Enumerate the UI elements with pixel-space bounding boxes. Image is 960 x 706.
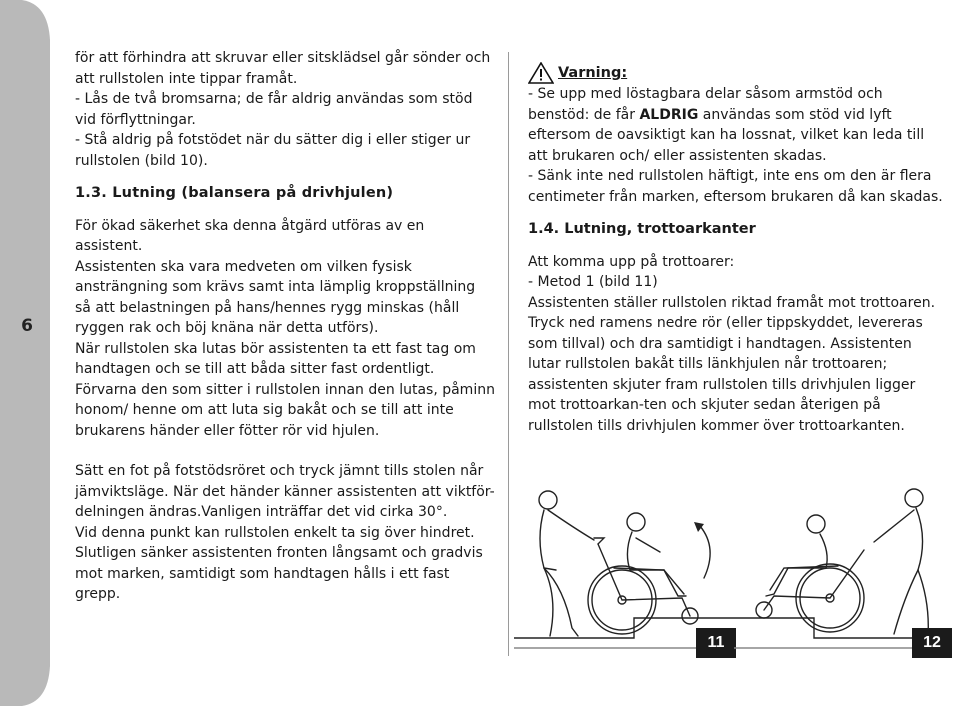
left-column — [75, 48, 495, 605]
body-text: För ökad säkerhet ska denna åtgärd utföras av en assistent. — [75, 217, 425, 254]
body-text: Assistenten ställer rullstolen riktad framåt mot trottoaren. Tryck ned ramens nedre rör (eller tippskyddet, levereras som tillval) och dra samtidigt i handtagen. Assistenten lutar rullstolen bakåt tills länkhjulen når trottoaren; assistenten skjuter fram rullstolen tills drivhjulen ligger mot trottoarkan-ten och skjuter sedan återigen på rullstolen tills drivhjulen kommer över trottoarkanten. — [528, 294, 936, 434]
warning-triangle-icon — [528, 62, 554, 84]
intro-text: för att förhindra att skruvar eller sitsklädsel går sönder och att rullstolen inte tippar framåt. — [75, 50, 491, 87]
section-heading-1-4: 1.4. Lutning, trottoarkanter — [528, 221, 756, 237]
body-text: - Metod 1 (bild 11) — [528, 274, 658, 290]
right-column — [528, 62, 946, 436]
warning-emphasis: ALDRIG — [639, 106, 699, 123]
column-divider — [508, 52, 509, 656]
figures-area — [514, 478, 948, 658]
body-text: När rullstolen ska lutas bör assistenten ta ett fast tag om handtagen och se till att båda sitter fast ordentligt. Förvarna den som sitter i rullstolen innan den lutas, påminn honom/ henne om att luta sig bakåt och se till att inte brukarens händer eller fötter rör vid hjulen. — [75, 340, 495, 439]
body-text: Slutligen sänker assistenten fronten långsamt och gradvis mot marken, samtidigt som handtagen hålls i ett fast grepp. — [75, 545, 483, 602]
figure-12-label: 12 — [912, 628, 952, 658]
section-heading-1-3: 1.3. Lutning (balansera på drivhjulen) — [75, 185, 394, 201]
warning-title: Varning: — [558, 64, 628, 81]
warning-text: - Sänk inte ned rullstolen häftigt, inte ens om den är flera centimeter från marken, eftersom brukaren då kan skadas. — [528, 168, 943, 205]
body-text: Vid denna punkt kan rullstolen enkelt ta sig över hindret. — [75, 524, 475, 541]
body-text: Assistenten ska vara medveten om vilken fysisk ansträngning som krävs samt inta lämplig kroppställning så att belastningen på hans/hennes rygg minskas (håll ryggen rak och böj knäna när detta utförs). — [75, 258, 476, 336]
body-text: Sätt en fot på fotstödsröret och tryck jämnt tills stolen når jämviktsläge. När det händer känner assistenten att viktför-delningen ändras.Vanligen inträffar det vid cirka 30°. — [75, 463, 495, 520]
intro-text: - Lås de två bromsarna; de får aldrig användas som stöd vid förflyttningar. — [75, 91, 473, 128]
page-number: 6 — [21, 316, 33, 336]
body-text: Att komma upp på trottoarer: — [528, 253, 735, 270]
warning-header — [528, 62, 946, 84]
warning-text: - Se upp med löstagbara delar såsom armstöd och benstöd: de får ALDRIG användas som stöd vid lyft eftersom de oavsiktigt kan ha lossnat, vilket kan leda till att brukaren och/ eller assistenten skadas. — [528, 86, 925, 164]
side-tab — [0, 0, 52, 706]
intro-text: - Stå aldrig på fotstödet när du sätter dig i eller stiger ur rullstolen (bild 10). — [75, 132, 471, 169]
figure-11-label: 11 — [696, 628, 736, 658]
